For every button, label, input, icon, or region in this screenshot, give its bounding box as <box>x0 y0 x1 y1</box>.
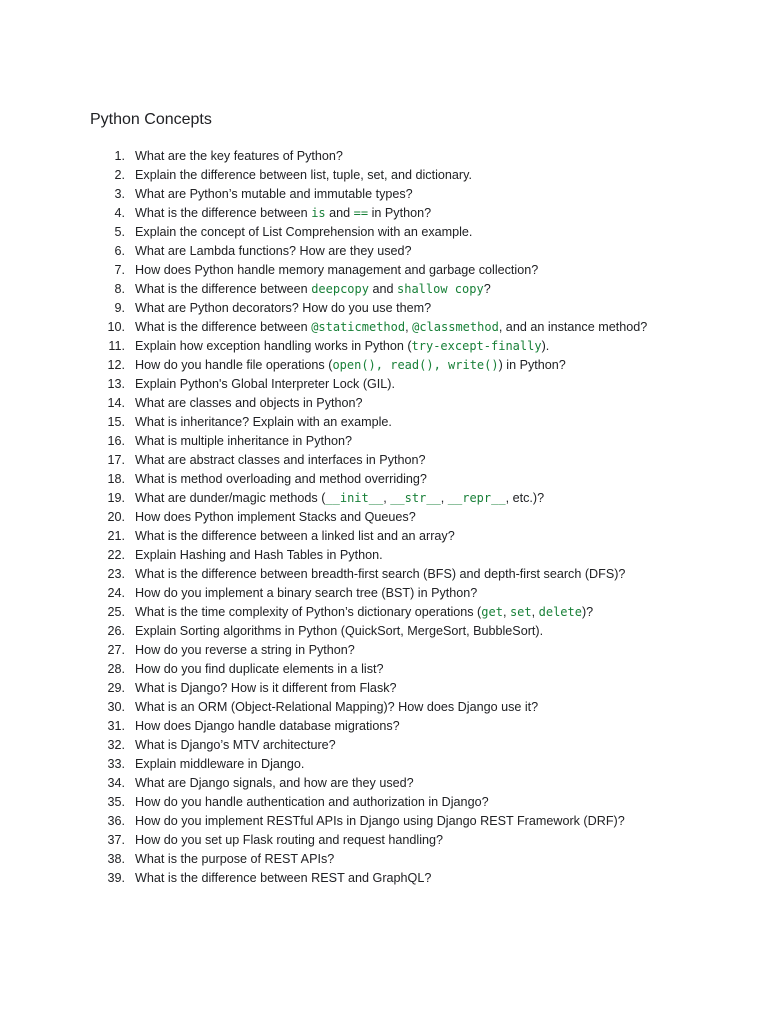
question-number: 14. <box>107 396 125 410</box>
text-run: What is the purpose of REST APIs? <box>135 852 335 866</box>
question-text <box>135 738 336 752</box>
question-item <box>0 736 768 755</box>
question-item <box>0 660 768 679</box>
question-text <box>135 833 443 847</box>
question-number: 39. <box>107 871 125 885</box>
question-text <box>135 187 413 201</box>
question-text <box>135 339 549 353</box>
question-text <box>135 358 566 372</box>
inline-code: __init__ <box>325 491 384 505</box>
question-number: 26. <box>107 624 125 638</box>
text-run: Explain Sorting algorithms in Python (QuickSort, MergeSort, BubbleSort). <box>135 624 544 638</box>
question-item <box>0 432 768 451</box>
question-item <box>0 204 768 223</box>
question-number: 2. <box>114 168 125 182</box>
question-text <box>135 149 343 163</box>
inline-code: try-except-finally <box>411 339 542 353</box>
question-text <box>135 852 334 866</box>
question-item <box>0 755 768 774</box>
question-number: 7. <box>114 263 125 277</box>
text-run: ? <box>483 282 491 296</box>
question-text <box>135 567 625 581</box>
document-title: Python Concepts <box>90 111 212 128</box>
question-text <box>135 415 392 429</box>
question-item <box>0 147 768 166</box>
question-item <box>0 261 768 280</box>
question-number: 1. <box>114 149 125 163</box>
question-number: 27. <box>107 643 125 657</box>
inline-code: set <box>509 605 532 619</box>
text-run: How does Django handle database migrations? <box>135 719 400 733</box>
text-run: )? <box>581 605 594 619</box>
question-item <box>0 166 768 185</box>
text-run: What are Lambda functions? How are they used? <box>135 244 412 258</box>
text-run: What are Python decorators? How do you use them? <box>135 301 432 315</box>
question-text <box>135 719 400 733</box>
question-text <box>135 472 427 486</box>
question-number: 5. <box>114 225 125 239</box>
text-run: What are Python’s mutable and immutable types? <box>135 187 413 201</box>
question-number: 30. <box>107 700 125 714</box>
text-run: Explain Python's Global Interpreter Lock (GIL). <box>135 377 395 391</box>
text-run: What is the difference between <box>135 320 312 334</box>
inline-code: @classmethod <box>412 320 499 334</box>
text-run: How does Python handle memory management and garbage collection? <box>135 263 539 277</box>
question-number: 34. <box>107 776 125 790</box>
question-number: 11. <box>108 339 125 353</box>
text-run: What are abstract classes and interfaces in Python? <box>135 453 426 467</box>
inline-code: __str__ <box>390 491 441 505</box>
text-run: How do you handle file operations ( <box>135 358 333 372</box>
question-item <box>0 451 768 470</box>
question-number: 35. <box>107 795 125 809</box>
question-item <box>0 793 768 812</box>
question-item <box>0 185 768 204</box>
question-item <box>0 299 768 318</box>
text-run: How do you reverse a string in Python? <box>135 643 355 657</box>
question-text <box>135 871 431 885</box>
question-text <box>135 453 426 467</box>
question-text <box>135 681 397 695</box>
question-item <box>0 356 768 375</box>
text-run: , etc.)? <box>505 491 545 505</box>
question-number: 38. <box>107 852 125 866</box>
question-number: 12. <box>107 358 125 372</box>
question-number: 4. <box>114 206 125 220</box>
question-text <box>135 510 416 524</box>
text-run: What is inheritance? Explain with an example. <box>135 415 392 429</box>
text-run: What is the difference between REST and GraphQL? <box>135 871 432 885</box>
inline-code: shallow copy <box>397 282 484 296</box>
question-number: 23. <box>107 567 125 581</box>
question-text <box>135 225 472 239</box>
question-item <box>0 375 768 394</box>
question-text <box>135 263 538 277</box>
question-text <box>135 491 544 505</box>
question-text <box>135 301 431 315</box>
text-run: What are classes and objects in Python? <box>135 396 363 410</box>
question-item <box>0 508 768 527</box>
question-text <box>135 643 355 657</box>
text-run: ) in Python? <box>498 358 566 372</box>
question-item <box>0 717 768 736</box>
question-item <box>0 337 768 356</box>
inline-code: get <box>481 605 503 619</box>
text-run: What is the difference between a linked list and an array? <box>135 529 455 543</box>
question-item <box>0 546 768 565</box>
text-run: and <box>368 282 397 296</box>
text-run: and <box>325 206 354 220</box>
question-number: 17. <box>107 453 125 467</box>
question-number: 29. <box>107 681 125 695</box>
question-text <box>135 795 489 809</box>
question-item <box>0 280 768 299</box>
text-run: How do you implement RESTful APIs in Django using Django REST Framework (DRF)? <box>135 814 625 828</box>
text-run: , <box>502 605 510 619</box>
text-run: What is Django’s MTV architecture? <box>135 738 336 752</box>
question-item <box>0 413 768 432</box>
question-text <box>135 434 352 448</box>
text-run: What is the difference between breadth-first search (BFS) and depth-first search (DFS)? <box>135 567 626 581</box>
text-run: How do you find duplicate elements in a list? <box>135 662 384 676</box>
question-number: 3. <box>114 187 125 201</box>
question-item <box>0 223 768 242</box>
text-run: , <box>383 491 391 505</box>
text-run: What is method overloading and method overriding? <box>135 472 427 486</box>
question-item <box>0 242 768 261</box>
inline-code: deepcopy <box>311 282 369 296</box>
text-run: , and an instance method? <box>498 320 648 334</box>
inline-code: __repr__ <box>447 491 506 505</box>
question-text <box>135 244 412 258</box>
inline-code: delete <box>538 605 582 619</box>
question-number: 15. <box>107 415 125 429</box>
question-number: 28. <box>107 662 125 676</box>
question-item <box>0 489 768 508</box>
question-text <box>135 776 414 790</box>
question-number: 36. <box>107 814 125 828</box>
question-text <box>135 529 455 543</box>
question-number: 10. <box>107 320 125 334</box>
text-run: Explain middleware in Django. <box>135 757 305 771</box>
text-run: What are the key features of Python? <box>135 149 343 163</box>
text-run: What is an ORM (Object-Relational Mapping)? How does Django use it? <box>135 700 539 714</box>
question-text <box>135 586 477 600</box>
inline-code: open(), read(), write() <box>332 358 499 372</box>
question-item <box>0 869 768 888</box>
question-number: 6. <box>114 244 125 258</box>
question-item <box>0 565 768 584</box>
text-run: What is the difference between <box>135 206 312 220</box>
inline-code: is <box>311 206 326 220</box>
question-item <box>0 831 768 850</box>
question-number: 22. <box>107 548 125 562</box>
question-text <box>135 624 543 638</box>
question-item <box>0 527 768 546</box>
question-text <box>135 168 472 182</box>
text-run: in Python? <box>368 206 432 220</box>
question-number: 18. <box>107 472 125 486</box>
question-text <box>135 282 491 296</box>
question-text <box>135 320 647 334</box>
question-text <box>135 605 593 619</box>
inline-code: == <box>353 206 369 220</box>
question-number: 19. <box>107 491 125 505</box>
question-number: 25. <box>107 605 125 619</box>
text-run: What is multiple inheritance in Python? <box>135 434 353 448</box>
question-text <box>135 396 363 410</box>
question-item <box>0 584 768 603</box>
question-item <box>0 318 768 337</box>
question-number: 13. <box>107 377 125 391</box>
question-item <box>0 698 768 717</box>
question-number: 8. <box>114 282 125 296</box>
text-run: What is Django? How is it different from Flask? <box>135 681 397 695</box>
text-run: What is the difference between <box>135 282 312 296</box>
question-text <box>135 757 304 771</box>
question-number: 20. <box>107 510 125 524</box>
question-text <box>135 548 383 562</box>
question-number: 33. <box>107 757 125 771</box>
question-text <box>135 814 625 828</box>
text-run: What are Django signals, and how are they used? <box>135 776 414 790</box>
question-list <box>0 147 768 888</box>
question-item <box>0 394 768 413</box>
text-run: ). <box>541 339 550 353</box>
text-run: How do you set up Flask routing and request handling? <box>135 833 444 847</box>
question-item <box>0 622 768 641</box>
question-number: 37. <box>107 833 125 847</box>
question-text <box>135 662 384 676</box>
text-run: , <box>405 320 413 334</box>
text-run: How do you handle authentication and authorization in Django? <box>135 795 489 809</box>
inline-code: @staticmethod <box>311 320 406 334</box>
question-number: 24. <box>107 586 125 600</box>
text-run: Explain the difference between list, tuple, set, and dictionary. <box>135 168 472 182</box>
question-text <box>135 700 538 714</box>
question-item <box>0 774 768 793</box>
question-number: 32. <box>107 738 125 752</box>
question-item <box>0 470 768 489</box>
question-number: 9. <box>114 301 125 315</box>
question-item <box>0 850 768 869</box>
question-text <box>135 206 431 220</box>
text-run: Explain the concept of List Comprehension with an example. <box>135 225 473 239</box>
text-run: Explain how exception handling works in Python ( <box>135 339 412 353</box>
question-item <box>0 641 768 660</box>
text-run: How does Python implement Stacks and Queues? <box>135 510 416 524</box>
question-item <box>0 812 768 831</box>
question-text <box>135 377 395 391</box>
question-item <box>0 603 768 622</box>
question-number: 31. <box>107 719 125 733</box>
text-run: What is the time complexity of Python’s dictionary operations ( <box>135 605 482 619</box>
text-run: Explain Hashing and Hash Tables in Python. <box>135 548 383 562</box>
question-number: 21. <box>107 529 125 543</box>
text-run: How do you implement a binary search tree (BST) in Python? <box>135 586 478 600</box>
question-item <box>0 679 768 698</box>
text-run: What are dunder/magic methods ( <box>135 491 326 505</box>
text-run: , <box>440 491 448 505</box>
text-run: , <box>531 605 539 619</box>
question-number: 16. <box>107 434 125 448</box>
